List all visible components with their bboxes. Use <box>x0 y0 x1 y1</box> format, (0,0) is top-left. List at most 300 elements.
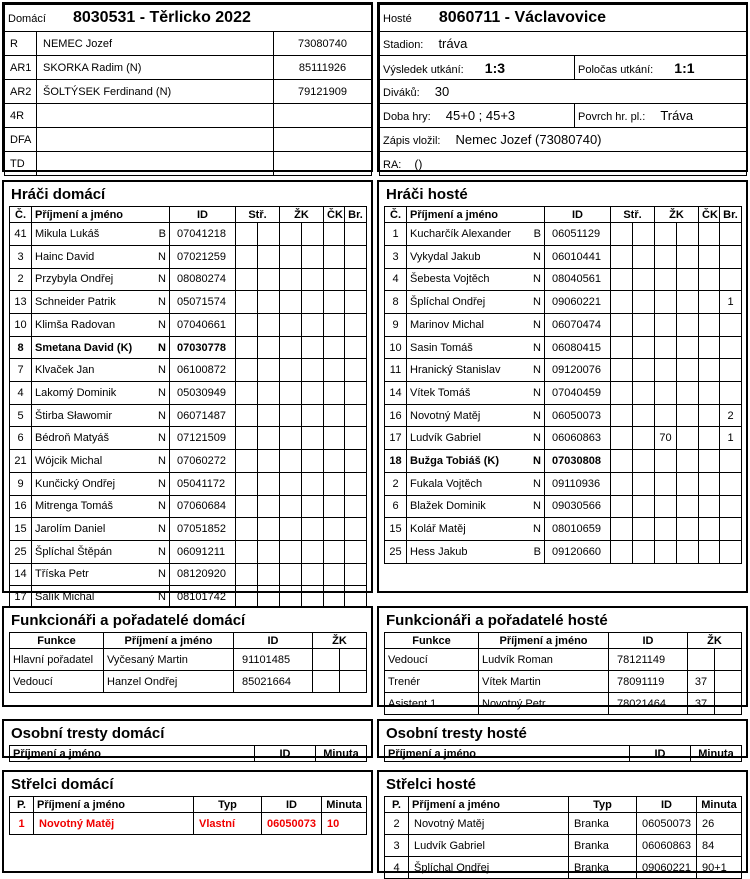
cell-id: 07121509 <box>170 427 236 450</box>
cell-num: 10 <box>385 336 407 359</box>
home-players-header-row <box>10 207 367 223</box>
cell-str2 <box>633 472 655 495</box>
cell-pos: N <box>525 314 545 337</box>
cell-str1 <box>236 427 258 450</box>
cell-id: 06071487 <box>170 404 236 427</box>
home-scorer-row <box>10 813 367 835</box>
ra-label: RA: <box>383 158 402 171</box>
cell-str2 <box>633 314 655 337</box>
cell-br <box>720 382 742 405</box>
cell-id: 07030778 <box>170 336 236 359</box>
cell-pos: N <box>150 382 170 405</box>
cell-br <box>345 382 367 405</box>
cell-funkce: Asistent 1 <box>385 693 479 715</box>
cell-name: Hainc David <box>32 245 150 268</box>
home-player-row <box>10 223 367 246</box>
cell-num: 25 <box>385 540 407 563</box>
away-player-row <box>385 336 742 359</box>
ra-value: () <box>414 156 423 171</box>
cell-pos: N <box>150 518 170 541</box>
away-player-row <box>385 518 742 541</box>
attendance-label: Diváků: <box>383 87 420 99</box>
cell-zk1 <box>313 671 340 693</box>
col-id: ID <box>262 797 322 813</box>
cell-name: Šebesta Vojtěch <box>407 268 525 291</box>
home-officials-title: Funkcionáři a pořadatelé domácí <box>11 612 246 629</box>
cell-funkce: Vedoucí <box>10 671 104 693</box>
cell-zk2 <box>677 427 699 450</box>
cell-zk1 <box>280 359 302 382</box>
cell-num: 18 <box>385 450 407 473</box>
cell-ck <box>699 382 720 405</box>
cell-ck <box>324 427 345 450</box>
cell-name: Hranický Stanislav <box>407 359 525 382</box>
cell-str2 <box>258 495 280 518</box>
away-official-row <box>385 693 742 715</box>
cell-pos: N <box>525 291 545 314</box>
cell-str2 <box>258 223 280 246</box>
cell-zk1 <box>655 314 677 337</box>
cell-ck <box>324 563 345 586</box>
cell-name: Przybyla Ondřej <box>32 268 150 291</box>
cell-str2 <box>633 518 655 541</box>
cell-zk2 <box>302 268 324 291</box>
home-header-section <box>2 2 373 172</box>
cell-zk2 <box>677 540 699 563</box>
cell-br <box>345 563 367 586</box>
cell-code: AR2 <box>5 80 37 104</box>
cell-str2 <box>633 336 655 359</box>
cell-name: Klvaček Jan <box>32 359 150 382</box>
cell-zk2 <box>302 427 324 450</box>
cell-zk1 <box>313 649 340 671</box>
away-player-row <box>385 404 742 427</box>
cell-name: Kunčický Ondřej <box>32 472 150 495</box>
cell-zk1 <box>280 245 302 268</box>
cell-typ: Vlastní <box>194 813 262 835</box>
cell-id: 09120660 <box>545 540 611 563</box>
cell-ck <box>699 314 720 337</box>
cell-str2 <box>633 359 655 382</box>
home-player-row <box>10 540 367 563</box>
playtime-label: Doba hry: <box>383 111 431 123</box>
col-name: Příjmení a jméno <box>385 746 630 762</box>
home-player-row <box>10 382 367 405</box>
cell-zk2 <box>715 693 742 715</box>
cell-str1 <box>236 245 258 268</box>
cell-ck <box>324 336 345 359</box>
score-row <box>380 56 747 80</box>
cell-str2 <box>258 382 280 405</box>
cell-br <box>345 245 367 268</box>
ra-row <box>380 152 747 176</box>
cell-id: 79121909 <box>274 80 372 104</box>
cell-br: 2 <box>720 404 742 427</box>
away-label: Hosté <box>383 13 412 25</box>
cell-br <box>720 495 742 518</box>
surface-label: Povrch hr. pl.: <box>578 111 646 123</box>
cell-str1 <box>236 540 258 563</box>
cell-str2 <box>258 336 280 359</box>
cell-name: Novotný Matěj <box>34 813 194 835</box>
cell-str1 <box>236 518 258 541</box>
away-player-row <box>385 450 742 473</box>
cell-br <box>720 314 742 337</box>
cell-num: 9 <box>10 472 32 495</box>
cell-name: Kolář Matěj <box>407 518 525 541</box>
cell-br: 1 <box>720 291 742 314</box>
cell-zk1 <box>655 495 677 518</box>
cell-br <box>345 223 367 246</box>
away-player-row <box>385 495 742 518</box>
cell-name: Ludvík Gabriel <box>409 835 569 857</box>
cell-ck <box>324 495 345 518</box>
cell-zk1 <box>280 404 302 427</box>
cell-id: 73080740 <box>274 32 372 56</box>
cell-num: 15 <box>10 518 32 541</box>
cell-zk2 <box>677 518 699 541</box>
home-scorers-table <box>9 796 367 835</box>
col-name: Příjmení a jméno <box>409 797 569 813</box>
cell-pos: N <box>150 291 170 314</box>
cell-ck <box>324 245 345 268</box>
cell-ck <box>699 427 720 450</box>
cell-code: TD <box>5 152 37 176</box>
home-player-row <box>10 336 367 359</box>
cell-id: 06050073 <box>637 813 697 835</box>
cell-num: 2 <box>10 268 32 291</box>
home-scorers-section <box>2 770 373 873</box>
cell-str1 <box>236 382 258 405</box>
home-officials-section <box>2 606 373 707</box>
cell-name <box>37 104 274 128</box>
cell-name: Novotný Matěj <box>409 813 569 835</box>
cell-zk1 <box>280 382 302 405</box>
cell-str1 <box>236 314 258 337</box>
result-value: 1:3 <box>484 59 506 76</box>
col-red-card: ČK <box>324 207 345 223</box>
cell-str1 <box>611 336 633 359</box>
cell-zk2 <box>302 382 324 405</box>
cell-str1 <box>611 359 633 382</box>
cell-ck <box>324 359 345 382</box>
cell-ck <box>699 472 720 495</box>
cell-ck <box>699 450 720 473</box>
col-shots: Stř. <box>236 207 280 223</box>
away-officials-table <box>384 632 742 715</box>
cell-ck <box>324 450 345 473</box>
col-goals: Br. <box>720 207 742 223</box>
cell-br <box>345 359 367 382</box>
cell-ck <box>324 291 345 314</box>
cell-code: DFA <box>5 128 37 152</box>
away-scorers-section <box>377 770 748 873</box>
cell-str2 <box>633 291 655 314</box>
cell-zk2 <box>677 495 699 518</box>
cell-br <box>720 245 742 268</box>
cell-id: 06060863 <box>637 835 697 857</box>
cell-num: 15 <box>385 518 407 541</box>
home-player-row <box>10 427 367 450</box>
cell-zk1: 37 <box>688 693 715 715</box>
cell-str1 <box>236 359 258 382</box>
cell-str1 <box>611 404 633 427</box>
cell-name: Šplíchal Ondřej <box>409 857 569 879</box>
cell-zk2 <box>677 268 699 291</box>
cell-zk1 <box>655 540 677 563</box>
cell-zk1 <box>280 450 302 473</box>
cell-ck <box>324 382 345 405</box>
cell-zk1: 37 <box>688 671 715 693</box>
cell-id: 07030808 <box>545 450 611 473</box>
cell-zk2 <box>302 291 324 314</box>
cell-ck <box>699 223 720 246</box>
cell-id: 06051129 <box>545 223 611 246</box>
cell-zk2 <box>340 671 367 693</box>
away-players-table <box>384 206 742 563</box>
away-official-row <box>385 649 742 671</box>
cell-zk1 <box>655 223 677 246</box>
cell-name: Blažek Dominik <box>407 495 525 518</box>
cell-num: 9 <box>385 314 407 337</box>
cell-str1 <box>236 404 258 427</box>
cell-name: Kucharčík Alexander <box>407 223 525 246</box>
away-column <box>377 2 748 873</box>
col-id: ID <box>609 633 688 649</box>
col-id: ID <box>637 797 697 813</box>
col-name: Příjmení a jméno <box>10 746 255 762</box>
home-title-row <box>5 5 372 32</box>
cell-pos: B <box>150 223 170 246</box>
cell-str1 <box>611 268 633 291</box>
away-scorer-row <box>385 813 742 835</box>
col-red-card: ČK <box>699 207 720 223</box>
cell-id: 07041218 <box>170 223 236 246</box>
cell-zk1 <box>655 359 677 382</box>
cell-id: 05030949 <box>170 382 236 405</box>
cell-zk2 <box>302 563 324 586</box>
cell-num: 6 <box>385 495 407 518</box>
cell-pos: N <box>525 336 545 359</box>
away-penalties-title: Osobní tresty hosté <box>386 725 527 742</box>
col-id: ID <box>630 746 691 762</box>
cell-zk2 <box>677 223 699 246</box>
cell-id: 91101485 <box>234 649 313 671</box>
cell-str2 <box>633 427 655 450</box>
cell-br <box>345 518 367 541</box>
referee-row <box>5 80 372 104</box>
home-player-row <box>10 563 367 586</box>
cell-ck <box>324 540 345 563</box>
cell-str2 <box>633 450 655 473</box>
cell-zk1 <box>280 540 302 563</box>
cell-id: 78091119 <box>609 671 688 693</box>
cell-zk1 <box>688 649 715 671</box>
cell-str2 <box>633 495 655 518</box>
col-number: Č. <box>385 207 407 223</box>
away-scorers-title: Střelci hosté <box>386 776 477 793</box>
cell-zk2 <box>302 336 324 359</box>
cell-pos: N <box>150 336 170 359</box>
cell-id: 07060684 <box>170 495 236 518</box>
away-player-row <box>385 314 742 337</box>
home-player-row <box>10 245 367 268</box>
cell-num: 1 <box>385 223 407 246</box>
home-player-row <box>10 268 367 291</box>
cell-pos: N <box>150 427 170 450</box>
cell-num: 7 <box>10 359 32 382</box>
col-function: Funkce <box>10 633 104 649</box>
cell-pos: N <box>525 472 545 495</box>
cell-br <box>720 472 742 495</box>
cell-str2 <box>258 518 280 541</box>
cell-zk1 <box>655 245 677 268</box>
cell-funkce: Vedoucí <box>385 649 479 671</box>
col-name: Příjmení a jméno <box>479 633 609 649</box>
cell-str2 <box>258 427 280 450</box>
cell-str1 <box>611 245 633 268</box>
cell-name: Lakomý Dominik <box>32 382 150 405</box>
cell-pos: N <box>150 472 170 495</box>
cell-num: 10 <box>10 314 32 337</box>
cell-id: 09120076 <box>545 359 611 382</box>
playtime-value: 45+0 ; 45+3 <box>445 108 516 123</box>
cell-str1 <box>236 495 258 518</box>
cell-zk1 <box>655 382 677 405</box>
submitted-row <box>380 128 747 152</box>
cell-pos: B <box>525 223 545 246</box>
cell-id: 07040459 <box>545 382 611 405</box>
cell-zk1 <box>280 518 302 541</box>
col-minute: Minuta <box>316 746 367 762</box>
submitted-label: Zápis vložil: <box>383 135 441 147</box>
cell-num: 4 <box>385 268 407 291</box>
cell-p: 3 <box>385 835 409 857</box>
cell-name <box>37 152 274 176</box>
col-number: Č. <box>10 207 32 223</box>
cell-zk1 <box>655 268 677 291</box>
cell-str2 <box>258 450 280 473</box>
away-player-row <box>385 472 742 495</box>
home-players-section <box>2 180 373 604</box>
cell-str1 <box>236 336 258 359</box>
col-goals: Br. <box>345 207 367 223</box>
cell-id: 09060221 <box>545 291 611 314</box>
cell-num: 2 <box>385 472 407 495</box>
cell-zk2 <box>677 382 699 405</box>
cell-num: 8 <box>385 291 407 314</box>
cell-id <box>274 104 372 128</box>
cell-pos: N <box>525 382 545 405</box>
cell-br <box>345 495 367 518</box>
away-officials-section <box>377 606 748 710</box>
home-official-row <box>10 671 367 693</box>
away-officials-title: Funkcionáři a pořadatelé hosté <box>386 612 608 629</box>
cell-str2 <box>258 359 280 382</box>
cell-pos: N <box>525 359 545 382</box>
home-player-row <box>10 518 367 541</box>
cell-zk1 <box>655 450 677 473</box>
away-player-row <box>385 245 742 268</box>
cell-num: 3 <box>385 245 407 268</box>
cell-id: 08120920 <box>170 563 236 586</box>
cell-num: 8 <box>10 336 32 359</box>
cell-br <box>720 268 742 291</box>
cell-id: 85111926 <box>274 56 372 80</box>
cell-str1 <box>611 291 633 314</box>
cell-str2 <box>258 563 280 586</box>
home-officials-header-row <box>10 633 367 649</box>
cell-br <box>345 404 367 427</box>
cell-zk1 <box>280 291 302 314</box>
cell-str2 <box>633 223 655 246</box>
cell-zk2 <box>302 495 324 518</box>
home-player-row <box>10 450 367 473</box>
cell-name: SKORKA Radim (N) <box>37 56 274 80</box>
cell-zk2 <box>302 472 324 495</box>
cell-pos: N <box>150 495 170 518</box>
home-player-row <box>10 472 367 495</box>
cell-name: Ludvík Gabriel <box>407 427 525 450</box>
cell-str2 <box>633 382 655 405</box>
cell-zk2 <box>340 649 367 671</box>
cell-ck <box>699 245 720 268</box>
cell-pos: N <box>150 540 170 563</box>
col-name: Příjmení a jméno <box>407 207 545 223</box>
cell-br <box>345 291 367 314</box>
cell-pos: N <box>150 450 170 473</box>
cell-name: Smetana David (K) <box>32 336 150 359</box>
cell-num: 14 <box>10 563 32 586</box>
cell-pos: N <box>150 314 170 337</box>
cell-str2 <box>633 540 655 563</box>
cell-zk2 <box>677 359 699 382</box>
col-name: Příjmení a jméno <box>104 633 234 649</box>
halftime-value: 1:1 <box>674 59 695 76</box>
cell-str2 <box>258 291 280 314</box>
attendance-value: 30 <box>434 84 450 99</box>
home-column <box>2 2 373 873</box>
cell-name: Bužga Tobiáš (K) <box>407 450 525 473</box>
home-player-row <box>10 291 367 314</box>
cell-str1 <box>611 540 633 563</box>
cell-name: Vítek Martin <box>479 671 609 693</box>
cell-pos: N <box>525 427 545 450</box>
cell-pos: N <box>525 404 545 427</box>
home-penalties-table <box>9 745 367 762</box>
cell-pos: N <box>150 404 170 427</box>
away-player-row <box>385 291 742 314</box>
col-type: Typ <box>194 797 262 813</box>
cell-zk1 <box>280 314 302 337</box>
col-id: ID <box>255 746 316 762</box>
cell-id: 07051852 <box>170 518 236 541</box>
col-name: Příjmení a jméno <box>32 207 170 223</box>
cell-name: Klimša Radovan <box>32 314 150 337</box>
home-officials-table <box>9 632 367 693</box>
cell-name: Schneider Patrik <box>32 291 150 314</box>
cell-p: 4 <box>385 857 409 879</box>
cell-str1 <box>611 472 633 495</box>
cell-zk1 <box>655 518 677 541</box>
cell-num: 5 <box>10 404 32 427</box>
away-player-row <box>385 268 742 291</box>
cell-name: Sasin Tomáš <box>407 336 525 359</box>
cell-name: Bédroň Matyáš <box>32 427 150 450</box>
cell-id: 06100872 <box>170 359 236 382</box>
surface-value: Tráva <box>660 108 694 123</box>
away-penalties-table <box>384 745 742 762</box>
